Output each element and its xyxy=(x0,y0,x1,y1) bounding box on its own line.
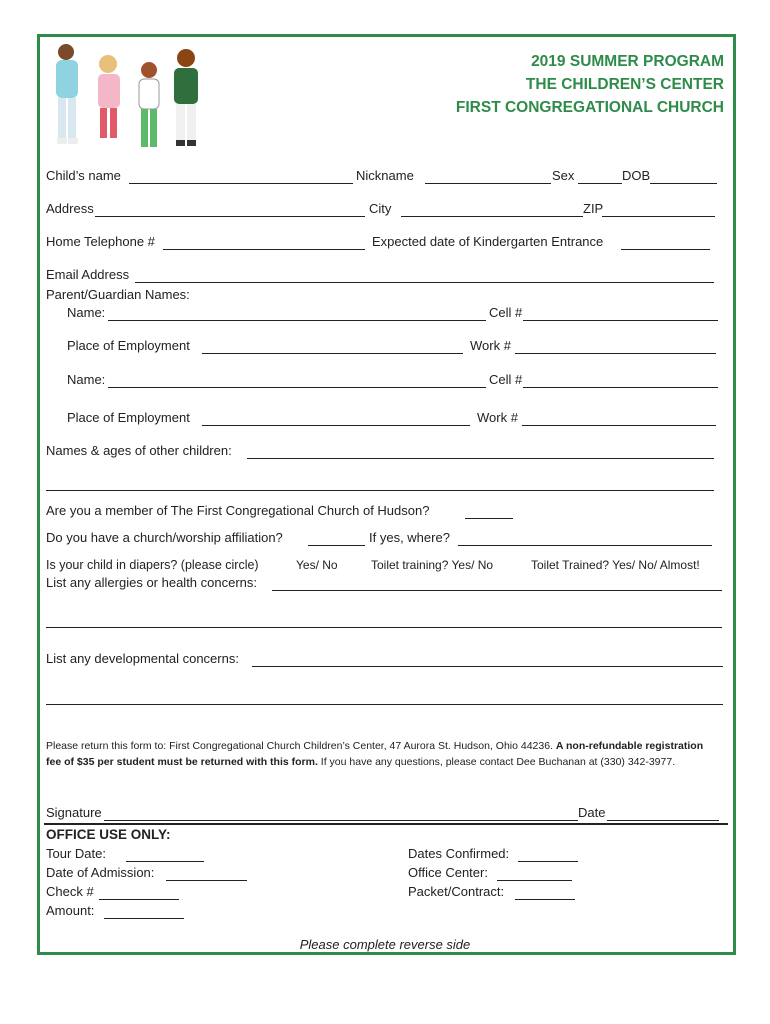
member-question: Are you a member of The First Congregational Church of Hudson? xyxy=(46,503,430,518)
affiliation-question: Do you have a church/worship affiliation? xyxy=(46,530,283,545)
diapers-question: Is your child in diapers? (please circle) xyxy=(46,558,259,572)
parent1-name-field[interactable] xyxy=(108,320,486,321)
packet-contract-label: Packet/Contract: xyxy=(408,884,505,899)
home-telephone-label: Home Telephone # xyxy=(46,234,155,249)
amount-field[interactable] xyxy=(104,918,184,919)
parent2-work-label: Work # xyxy=(477,410,518,425)
office-center-field[interactable] xyxy=(497,880,572,881)
tour-date-label: Tour Date: xyxy=(46,846,106,861)
toilet-trained-options[interactable]: Toilet Trained? Yes/ No/ Almost! xyxy=(531,558,700,572)
parent2-cell-label: Cell # xyxy=(489,372,523,387)
dates-confirmed-field[interactable] xyxy=(518,861,578,862)
note-part1: Please return this form to: First Congregational Church Children’s Center, 47 Aurora St. Hudson, Ohio 44236. xyxy=(46,740,556,752)
parent1-cell-label: Cell # xyxy=(489,305,523,320)
signature-label: Signature xyxy=(46,805,102,820)
header-church: FIRST CONGREGATIONAL CHURCH xyxy=(455,99,724,116)
form-header xyxy=(456,50,724,119)
date-label: Date xyxy=(578,805,606,820)
allergies-label: List any allergies or health concerns: xyxy=(46,575,258,590)
reverse-side-note: Please complete reverse side xyxy=(299,937,471,952)
tour-date-field[interactable] xyxy=(126,861,204,862)
parent2-employment-label: Place of Employment xyxy=(67,410,190,425)
nickname-field[interactable] xyxy=(425,183,551,184)
parent1-employment-label: Place of Employment xyxy=(67,338,190,353)
parent1-cell-field[interactable] xyxy=(523,320,718,321)
children-walking-illustration xyxy=(46,40,206,152)
other-children-field-2[interactable] xyxy=(46,490,714,491)
divider xyxy=(44,823,728,825)
diapers-options[interactable]: Yes/ No xyxy=(296,558,338,572)
affiliation-answer-field[interactable] xyxy=(308,545,365,546)
note-part2: If you have any questions, please contact Dee Buchanan at (330) 342-3977. xyxy=(317,756,676,768)
developmental-label: List any developmental concerns: xyxy=(46,651,239,666)
address-label: Address xyxy=(46,201,94,216)
dates-confirmed-label: Dates Confirmed: xyxy=(408,846,510,861)
parent1-name-label: Name: xyxy=(67,305,106,320)
parent2-cell-field[interactable] xyxy=(523,387,718,388)
amount-label: Amount: xyxy=(46,903,95,918)
if-yes-label: If yes, where? xyxy=(369,530,450,545)
city-field[interactable] xyxy=(401,216,583,217)
header-program: 2019 SUMMER PROGRAM xyxy=(531,53,724,70)
return-instructions xyxy=(46,738,716,770)
signature-field[interactable] xyxy=(104,820,578,821)
date-field[interactable] xyxy=(607,820,719,821)
if-yes-field[interactable] xyxy=(458,545,712,546)
header-center: THE CHILDREN’S CENTER xyxy=(525,76,724,93)
other-children-field[interactable] xyxy=(247,458,714,459)
parent1-work-label: Work # xyxy=(470,338,511,353)
address-field[interactable] xyxy=(95,216,365,217)
check-label: Check # xyxy=(46,884,94,899)
other-children-label: Names & ages of other children: xyxy=(46,443,232,458)
city-label: City xyxy=(369,201,392,216)
kindergarten-field[interactable] xyxy=(621,249,710,250)
dob-field[interactable] xyxy=(650,183,717,184)
check-field[interactable] xyxy=(99,899,179,900)
parent1-employment-field[interactable] xyxy=(202,353,463,354)
sex-label: Sex xyxy=(552,168,575,183)
date-of-admission-label: Date of Admission: xyxy=(46,865,155,880)
parent2-name-field[interactable] xyxy=(108,387,486,388)
developmental-field-2[interactable] xyxy=(46,704,723,705)
home-telephone-field[interactable] xyxy=(163,249,365,250)
zip-label: ZIP xyxy=(583,201,604,216)
parent2-name-label: Name: xyxy=(67,372,106,387)
sex-field[interactable] xyxy=(578,183,622,184)
zip-field[interactable] xyxy=(602,216,715,217)
kindergarten-label: Expected date of Kindergarten Entrance xyxy=(372,234,604,249)
member-answer-field[interactable] xyxy=(465,518,513,519)
childs-name-label: Child’s name xyxy=(46,168,121,183)
parent1-work-field[interactable] xyxy=(515,353,716,354)
toilet-training-options[interactable]: Toilet training? Yes/ No xyxy=(371,558,494,572)
childs-name-field[interactable] xyxy=(129,183,353,184)
dob-label: DOB xyxy=(622,168,651,183)
allergies-field[interactable] xyxy=(272,590,722,591)
developmental-field[interactable] xyxy=(252,666,723,667)
email-field[interactable] xyxy=(135,282,714,283)
office-use-title: OFFICE USE ONLY: xyxy=(46,827,171,842)
note-fee: A non-refundable registration fee of $35 per student must be returned with this form. xyxy=(46,740,704,768)
email-label: Email Address xyxy=(46,267,130,282)
packet-contract-field[interactable] xyxy=(515,899,575,900)
parent2-employment-field[interactable] xyxy=(202,425,470,426)
parent-names-label: Parent/Guardian Names: xyxy=(46,287,190,302)
nickname-label: Nickname xyxy=(356,168,414,183)
parent2-work-field[interactable] xyxy=(522,425,716,426)
date-of-admission-field[interactable] xyxy=(166,880,247,881)
allergies-field-2[interactable] xyxy=(46,627,722,628)
office-center-label: Office Center: xyxy=(408,865,488,880)
